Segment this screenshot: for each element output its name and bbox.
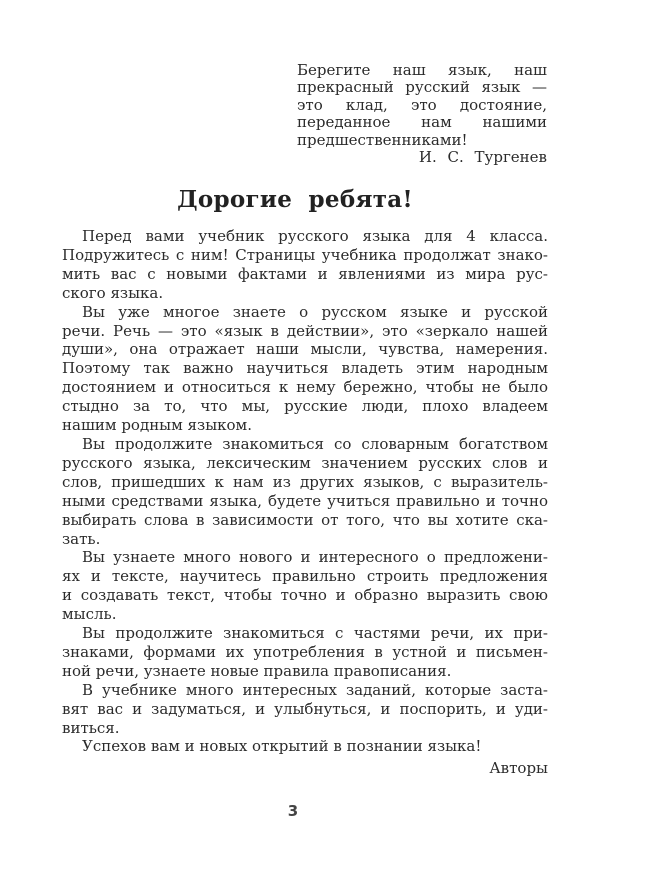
text-line: мить вас с новыми фактами и явлениями из мира рус- [62,264,548,283]
text-line: Подружитесь с ним! Страницы учебника продолжат знако- [62,245,548,264]
signature: Авторы [489,759,548,778]
text-line: и создавать текст, чтобы точно и образно выразить свою [62,586,548,605]
text-line: Вы узнаете много нового и интересного о предложени- [82,548,548,567]
page-title: Дорогие ребята! [177,186,413,213]
paragraph-sentences [62,548,548,624]
text-line: нашим родным языком. [62,416,252,435]
epigraph-line: это клад, это достояние, [297,95,547,114]
text-line: зать. [62,529,101,548]
epigraph-line: прекрасный русский язык — [297,78,547,97]
paragraph-speech [62,303,548,435]
epigraph-line: предшественниками! [297,130,468,149]
text-line: Перед вами учебник русского языка для 4 класса. [82,227,548,245]
paragraph-wishes [62,737,548,756]
text-line: виться. [62,718,120,737]
text-line: ными средствами языка, будете учиться правильно и точно [62,491,548,510]
text-line: стыдно за то, что мы, русские люди, плохо владеем [62,397,548,416]
body-text [62,227,548,778]
text-line: вят вас и задуматься, и улыбнуться, и поспорить, и уди- [62,699,548,718]
text-line: Вы уже многое знаете о русском языке и русской [82,302,548,321]
text-line: Вы продолжите знакомиться с частями речи, их при- [82,624,548,643]
epigraph-line: переданное нам нашими [297,113,547,132]
text-line: русского языка, лексическим значением русских слов и [62,453,548,472]
paragraph-tasks [62,681,548,738]
text-line: Поэтому так важно научиться владеть этим народным [62,359,548,378]
text-line: речи. Речь — это «язык в действии», это «зеркало нашей [62,321,548,340]
epigraph-line: Берегите наш язык, наш [297,61,547,79]
epigraph [297,62,547,166]
text-line: выбирать слова в зависимости от того, что вы хотите ска- [62,510,548,529]
text-line: души», она отражает наши мысли, чувства, намерения. [62,340,548,359]
text-line: достоянием и относиться к нему бережно, чтобы не было [62,378,548,397]
paragraph-intro [62,227,548,303]
text-line: знаками, формами их употребления в устной и письмен- [62,642,548,661]
text-line: слов, пришедших к нам из других языков, с выразитель- [62,472,548,491]
page-number: 3 [287,802,299,820]
paragraph-parts-of-speech [62,624,548,681]
text-line: Вы продолжите знакомиться со словарным богатством [82,434,548,453]
text-line: Успехов вам и новых открытий в познании языка! [82,737,482,756]
text-line: ского языка. [62,283,164,302]
text-line: ях и тексте, научитесь правильно строить предложения [62,567,548,586]
text-line: мысль. [62,605,117,624]
text-line: ной речи, узнаете новые правила правописания. [62,661,452,680]
paragraph-vocabulary [62,435,548,548]
text-line: В учебнике много интересных заданий, которые застa- [82,680,548,699]
epigraph-author: И. С. Тургенев [418,148,547,167]
